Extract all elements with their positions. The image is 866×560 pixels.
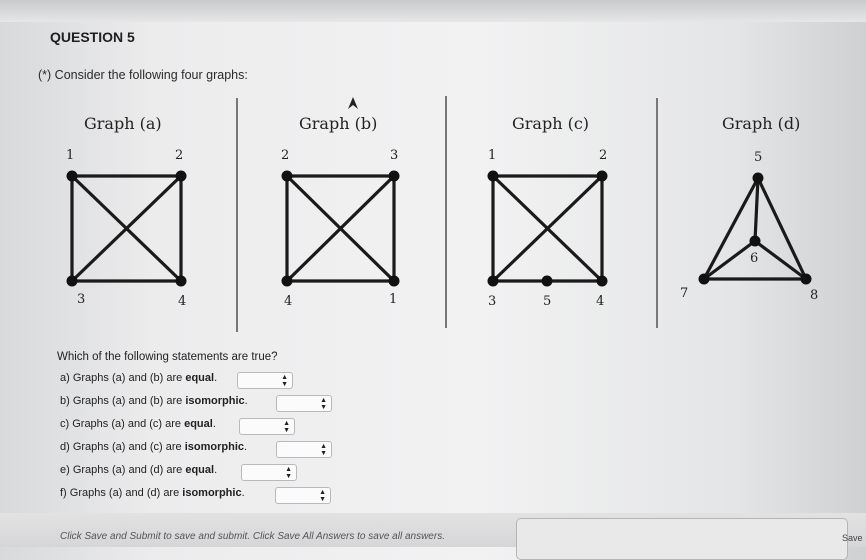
select-arrows-icon: ▲ ▼ [285, 466, 292, 480]
statement-c: c) Graphs (a) and (c) are equal. [60, 418, 216, 430]
statement-a-select[interactable] [237, 372, 293, 389]
graph-b-vertex-label: 4 [284, 294, 293, 309]
select-arrows-icon: ▲ ▼ [320, 397, 327, 411]
graph-d-vertex-label: 7 [680, 286, 689, 301]
graph-a-vertex-label: 1 [66, 148, 75, 163]
select-arrows-icon: ▲ ▼ [283, 420, 290, 434]
graph-b-title: Graph (b) [299, 114, 378, 133]
select-arrows-icon: ▲ ▼ [319, 489, 326, 503]
statement-a: a) Graphs (a) and (b) are equal. [60, 372, 218, 384]
mouse-cursor-icon [347, 96, 359, 110]
graph-d-vertex-label: 6 [750, 251, 759, 266]
select-arrows-icon: ▲ ▼ [320, 443, 327, 457]
graph-c-vertex-label: 4 [596, 294, 605, 309]
graph-a-vertex-label: 4 [178, 294, 187, 309]
graph-b-vertex-label: 2 [281, 148, 290, 163]
statement-f-select[interactable] [275, 487, 331, 504]
graph-b-edges [287, 176, 394, 281]
statement-e-select[interactable] [241, 464, 297, 481]
graph-d-title: Graph (d) [722, 114, 801, 133]
graph-a-title: Graph (a) [84, 114, 162, 133]
graph-a-edges [72, 176, 181, 281]
save-button[interactable]: Save [842, 533, 863, 543]
footer-instructions: Click Save and Submit to save and submit. Click Save All Answers to save all answers. [60, 531, 445, 542]
statement-e: e) Graphs (a) and (d) are equal. [60, 464, 218, 476]
graph-c-title: Graph (c) [512, 114, 590, 133]
graph-a-vertex-label: 2 [175, 148, 184, 163]
graph-c-vertex-label: 3 [488, 294, 497, 309]
graph-d-vertex-label: 8 [810, 288, 819, 303]
statement-d-select[interactable] [276, 441, 332, 458]
graph-b-vertex-label: 1 [389, 292, 398, 307]
graph-b-vertex-label: 3 [390, 148, 399, 163]
graph-c-edges [493, 176, 602, 281]
statements-heading: Which of the following statements are true? [57, 351, 278, 363]
graph-c-vertex-label: 2 [599, 148, 608, 163]
graph-c-vertex-label: 5 [543, 294, 552, 309]
question-prompt: (*) Consider the following four graphs: [38, 68, 248, 82]
question-title: QUESTION 5 [50, 29, 135, 45]
graph-c-vertex-label: 1 [488, 148, 497, 163]
graph-a-vertex-label: 3 [77, 292, 86, 307]
statement-d: d) Graphs (a) and (c) are isomorphic. [60, 441, 248, 453]
graph-d-vertex-label: 5 [754, 150, 763, 165]
statement-c-select[interactable] [239, 418, 295, 435]
footer-panel [516, 518, 848, 560]
statement-b-select[interactable] [276, 395, 332, 412]
statement-f: f) Graphs (a) and (d) are isomorphic. [60, 487, 245, 499]
select-arrows-icon: ▲ ▼ [281, 374, 288, 388]
statement-b: b) Graphs (a) and (b) are isomorphic. [60, 395, 248, 407]
